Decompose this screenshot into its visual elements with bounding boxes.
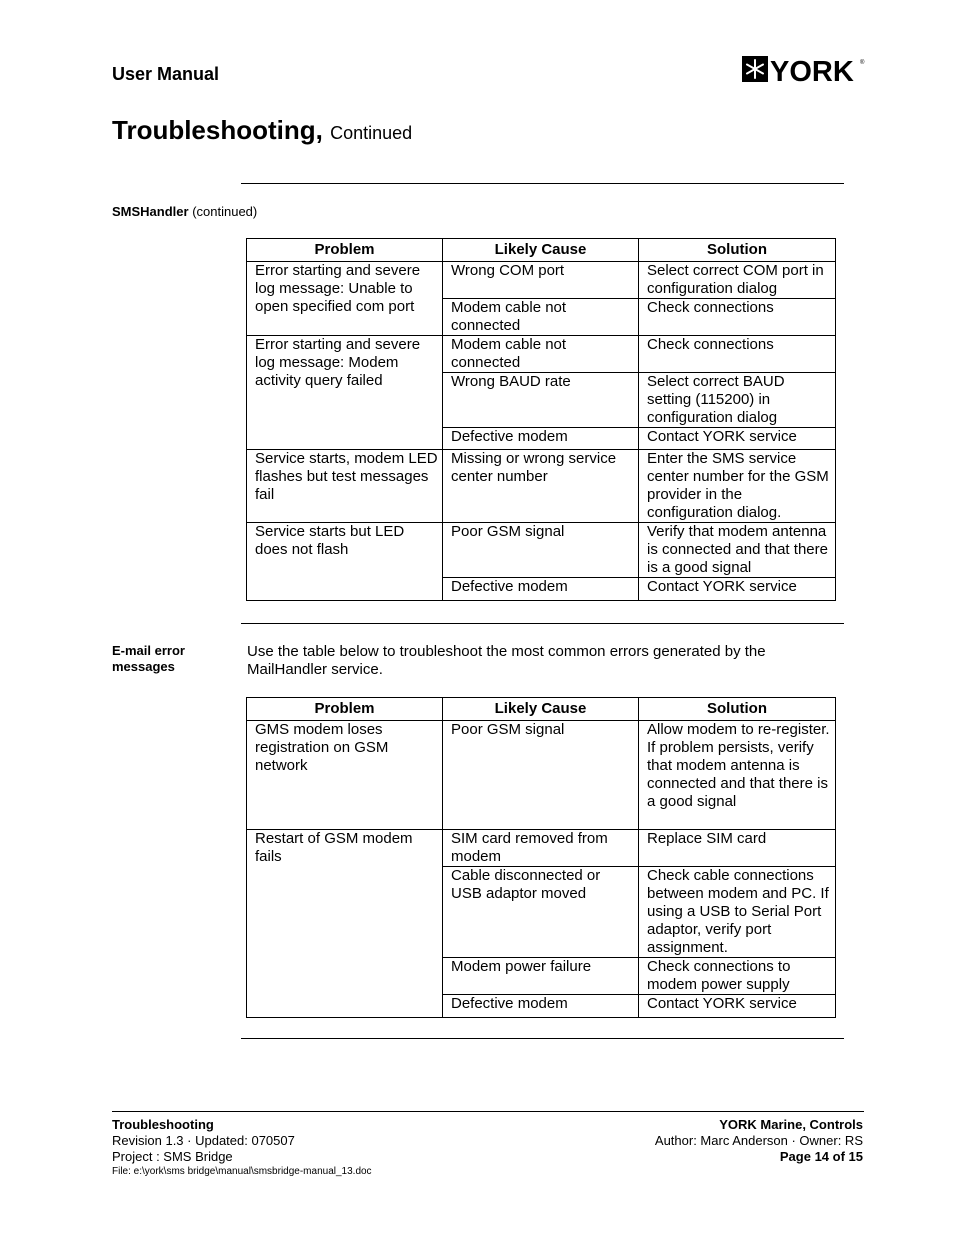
footer-section: Troubleshooting — [112, 1117, 214, 1132]
footer-divider — [112, 1111, 864, 1112]
cause-cell: Poor GSM signal — [443, 523, 639, 578]
page-title-suffix: Continued — [330, 123, 413, 143]
solution-cell: Check connections — [639, 336, 836, 373]
cause-cell: Cable disconnected or USB adaptor moved — [443, 867, 639, 958]
cause-cell: Missing or wrong service center number — [443, 450, 639, 523]
cause-cell: SIM card removed from modem — [443, 830, 639, 867]
problem-cell: Restart of GSM modem fails — [247, 830, 443, 1018]
column-header: Solution — [639, 698, 836, 721]
email-troubleshooting-table — [246, 697, 836, 1018]
column-header: Problem — [247, 698, 443, 721]
york-logo — [742, 56, 866, 84]
solution-cell: Select correct BAUD setting (115200) in configuration dialog — [639, 373, 836, 428]
email-section-intro: Use the table below to troubleshoot the most common errors generated by the MailHandler service. — [247, 643, 766, 678]
table-header-row — [247, 239, 836, 262]
sms-section-label: SMSHandler (continued) — [112, 204, 258, 219]
sms-troubleshooting-table — [246, 238, 836, 601]
document-title: User Manual — [112, 64, 220, 84]
solution-cell: Contact YORK service — [639, 578, 836, 601]
footer-left — [112, 1117, 372, 1179]
table-row — [247, 523, 836, 578]
section-divider — [241, 623, 844, 624]
column-header: Solution — [639, 239, 836, 262]
email-section-label: E-mail error messages — [112, 643, 185, 674]
table-row — [247, 721, 836, 830]
page-title-main: Troubleshooting, — [112, 115, 323, 145]
page-title — [112, 115, 412, 146]
footer-revision: Revision 1.3 · Updated: 070507 — [112, 1133, 295, 1148]
table-row — [247, 336, 836, 373]
svg-text:®: ® — [860, 60, 865, 66]
problem-cell: Service starts, modem LED flashes but test messages fail — [247, 450, 443, 523]
solution-cell: Check connections to modem power supply — [639, 958, 836, 995]
cause-cell: Defective modem — [443, 578, 639, 601]
solution-cell: Select correct COM port in configuration dialog — [639, 262, 836, 299]
cause-cell: Wrong COM port — [443, 262, 639, 299]
section-divider — [241, 183, 844, 184]
table-row — [247, 450, 836, 523]
problem-cell: Error starting and severe log message: Unable to open specified com port — [247, 262, 443, 336]
table-header-row — [247, 698, 836, 721]
problem-cell: Service starts but LED does not flash — [247, 523, 443, 601]
footer-page-number: Page 14 of 15 — [779, 1149, 863, 1164]
footer-project: Project : SMS Bridge — [112, 1149, 233, 1164]
logo-wordmark: YORK — [770, 56, 854, 84]
footer-file: File: e:\york\sms bridge\manual\smsbridge-manual_13.doc — [112, 1166, 372, 1177]
table-row — [247, 830, 836, 867]
footer-author: Author: Marc Anderson · Owner: RS — [654, 1133, 863, 1148]
cause-cell: Poor GSM signal — [443, 721, 639, 830]
solution-cell: Contact YORK service — [639, 995, 836, 1018]
column-header: Likely Cause — [443, 239, 639, 262]
column-header: Problem — [247, 239, 443, 262]
cause-cell: Defective modem — [443, 428, 639, 450]
solution-cell: Check connections — [639, 299, 836, 336]
problem-cell: GMS modem loses registration on GSM network — [247, 721, 443, 830]
cause-cell: Modem cable not connected — [443, 336, 639, 373]
cause-cell: Wrong BAUD rate — [443, 373, 639, 428]
footer-right — [655, 1117, 863, 1165]
problem-cell: Error starting and severe log message: Modem activity query failed — [247, 336, 443, 450]
column-header: Likely Cause — [443, 698, 639, 721]
cause-cell: Defective modem — [443, 995, 639, 1018]
solution-cell: Check cable connections between modem and PC. If using a USB to Serial Port adaptor, verify port assignment. — [639, 867, 836, 958]
cause-cell: Modem power failure — [443, 958, 639, 995]
footer-company: YORK Marine, Controls — [719, 1117, 863, 1132]
solution-cell: Allow modem to re-register. If problem persists, verify that modem antenna is connected and that there is a good signal — [639, 721, 836, 830]
cause-cell: Modem cable not connected — [443, 299, 639, 336]
solution-cell: Verify that modem antenna is connected and that there is a good signal — [639, 523, 836, 578]
solution-cell: Contact YORK service — [639, 428, 836, 450]
table-row — [247, 262, 836, 299]
section-divider — [241, 1038, 844, 1039]
solution-cell: Replace SIM card — [639, 830, 836, 867]
solution-cell: Enter the SMS service center number for the GSM provider in the configuration dialog. — [639, 450, 836, 523]
